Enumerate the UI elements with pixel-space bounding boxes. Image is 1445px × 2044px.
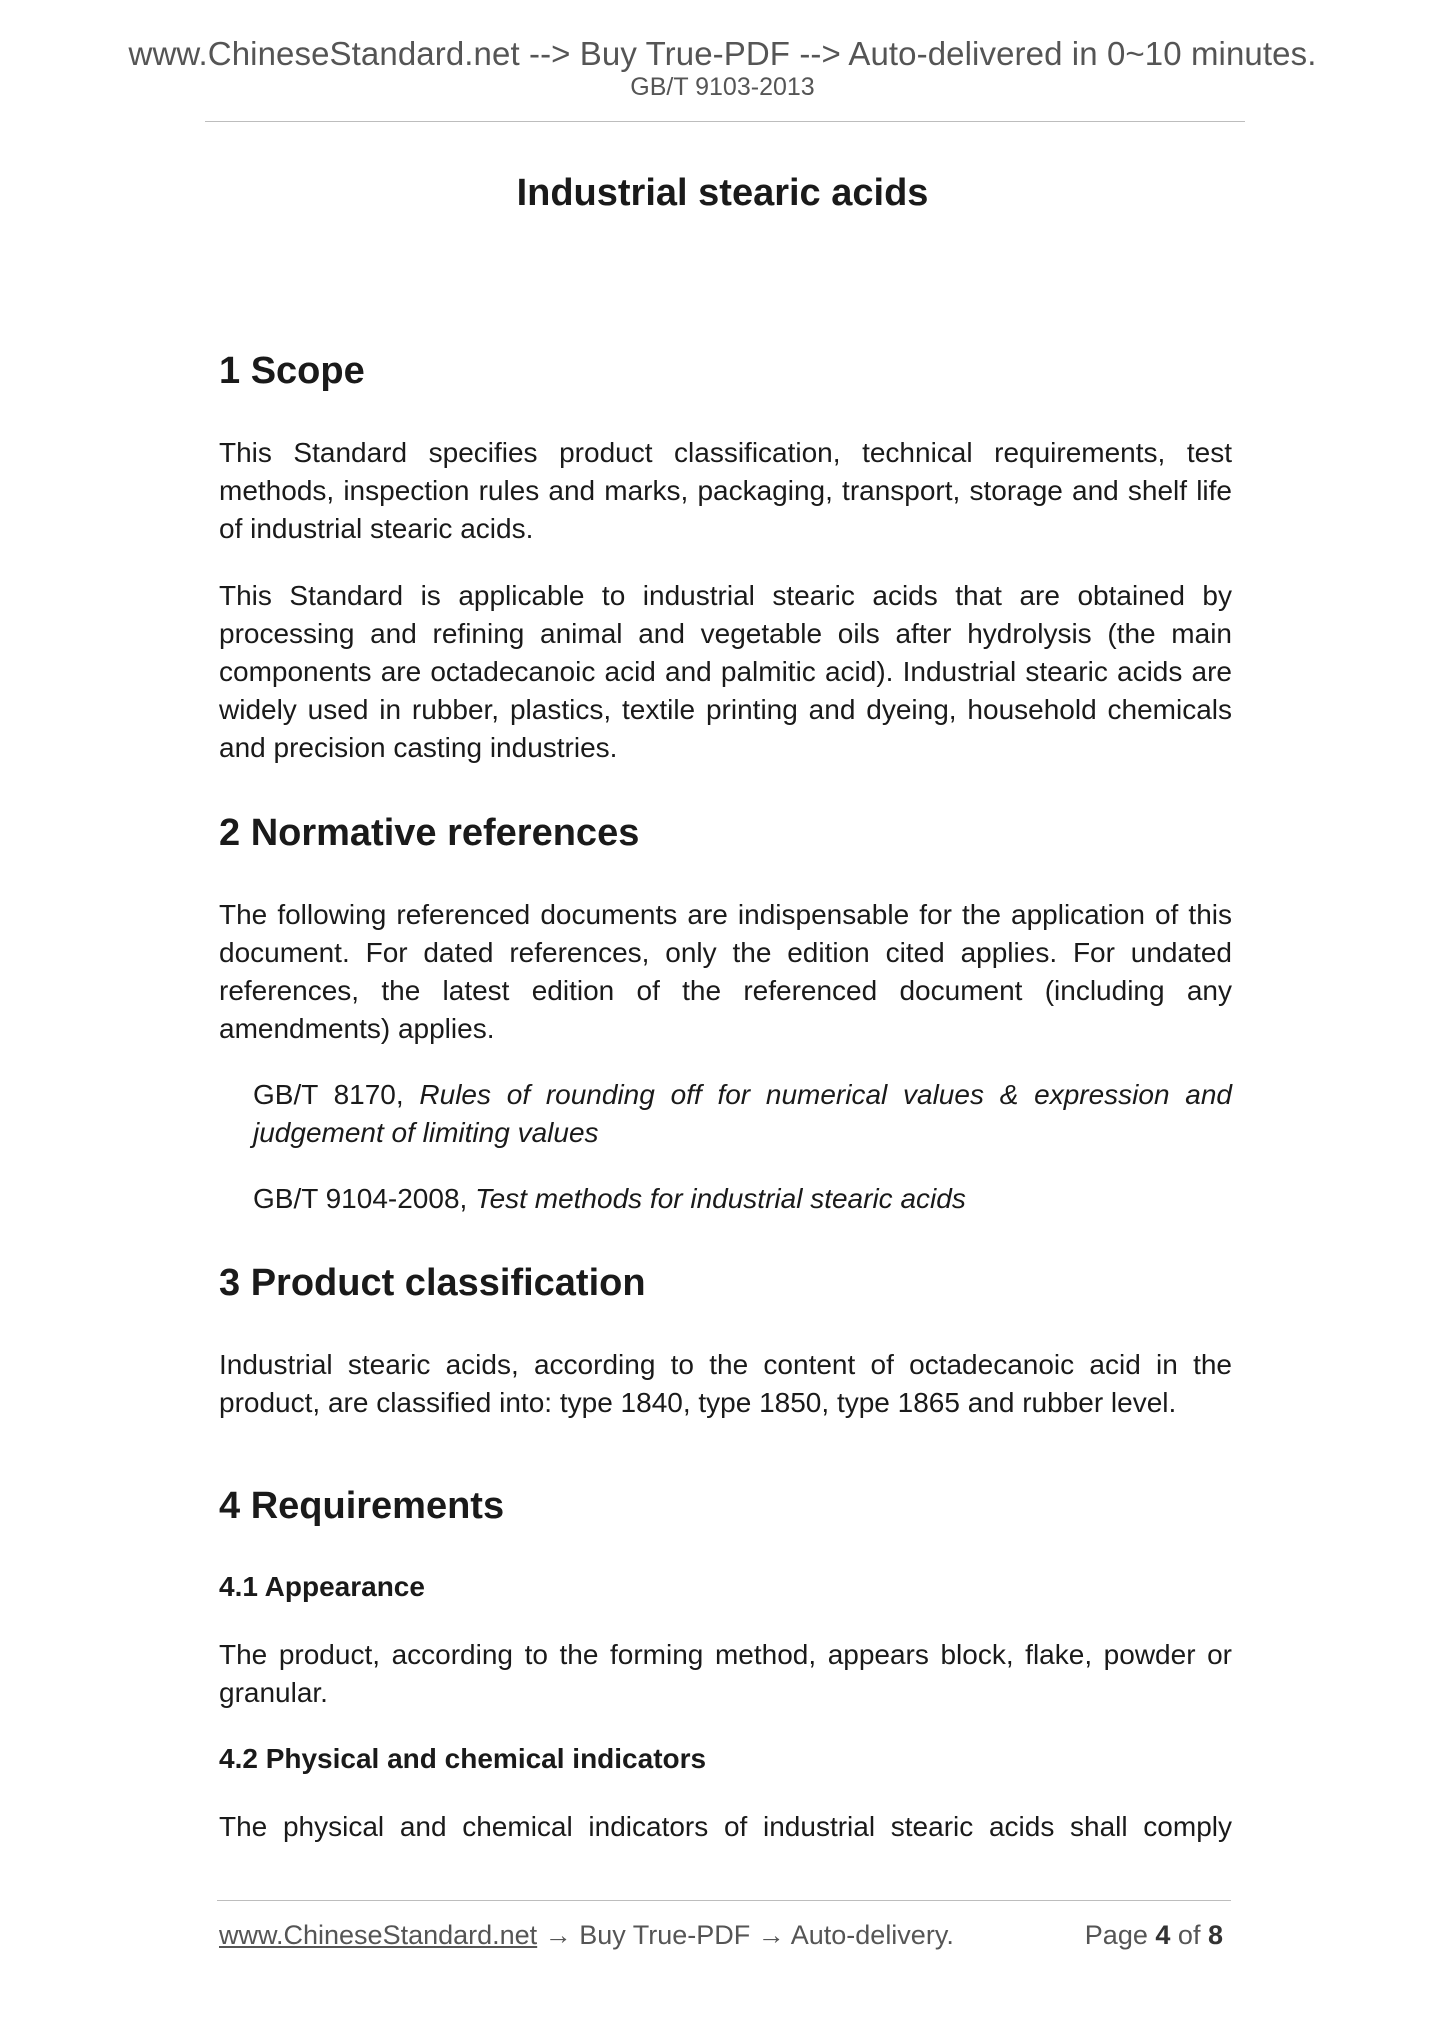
section-heading-product-classification: 3 Product classification (219, 1262, 646, 1304)
reference-item (219, 1180, 1232, 1218)
header-banner: www.ChineseStandard.net --> Buy True-PDF --> Auto-delivered in 0~10 minutes. (128, 35, 1317, 72)
page-current: 4 (1155, 1920, 1171, 1950)
classification-paragraph: Industrial stearic acids, according to the content of octadecanoic acid in the product, are classified into: type 1840, type 1850, type 1865 and rubber level. (219, 1349, 1232, 1418)
scope-paragraph-2: This Standard is applicable to industrial stearic acids that are obtained by processing and refining animal and vegetable oils after hydrolysis (the main components are octadecanoic acid and palmitic acid). Industrial stearic acids are widely used in rubber, plastics, textile printing and dyeing, household chemicals and precision casting industries. (219, 580, 1232, 763)
reference-title: Rules of rounding off for numerical values & expression and judgement of limiting values (253, 1079, 1232, 1148)
section-heading-normative-references: 2 Normative references (219, 812, 640, 854)
physical-chemical-paragraph: The physical and chemical indicators of industrial stearic acids shall comply (219, 1811, 1232, 1842)
page-footer (219, 1918, 1232, 1952)
document-body (219, 348, 1232, 1846)
section-heading-scope: 1 Scope (219, 350, 365, 392)
subsection-heading-physical-chemical: 4.2 Physical and chemical indicators (219, 1743, 707, 1774)
reference-code: GB/T 9104-2008, (253, 1183, 468, 1214)
page-label: Page (1084, 1920, 1148, 1950)
section-heading-requirements: 4 Requirements (219, 1485, 505, 1527)
page-of: of (1177, 1920, 1201, 1950)
page-total: 8 (1207, 1920, 1223, 1950)
references-paragraph: The following referenced documents are indispensable for the application of this document. For dated references, only the edition cited applies. For undated references, the latest edition of the referenced document (including any amendments) applies. (219, 899, 1232, 1044)
document-code: GB/T 9103-2013 (630, 73, 815, 101)
subsection-heading-appearance: 4.1 Appearance (219, 1571, 425, 1602)
footer-tagline: → Buy True-PDF → Auto-delivery. (537, 1920, 954, 1950)
reference-item (219, 1076, 1232, 1152)
reference-title: Test methods for industrial stearic acids (475, 1183, 966, 1214)
scope-paragraph-1: This Standard specifies product classification, technical requirements, test methods, inspection rules and marks, packaging, transport, storage and shelf life of industrial stearic acids. (219, 437, 1232, 544)
header-divider (205, 121, 1245, 122)
reference-code: GB/T 8170, (253, 1079, 404, 1110)
footer-site-link[interactable]: www.ChineseStandard.net (219, 1920, 538, 1950)
footer-divider (217, 1900, 1231, 1901)
document-title: Industrial stearic acids (516, 172, 929, 214)
appearance-paragraph: The product, according to the forming method, appears block, flake, powder or granular. (219, 1639, 1232, 1708)
page-indicator (1085, 1918, 1223, 1952)
